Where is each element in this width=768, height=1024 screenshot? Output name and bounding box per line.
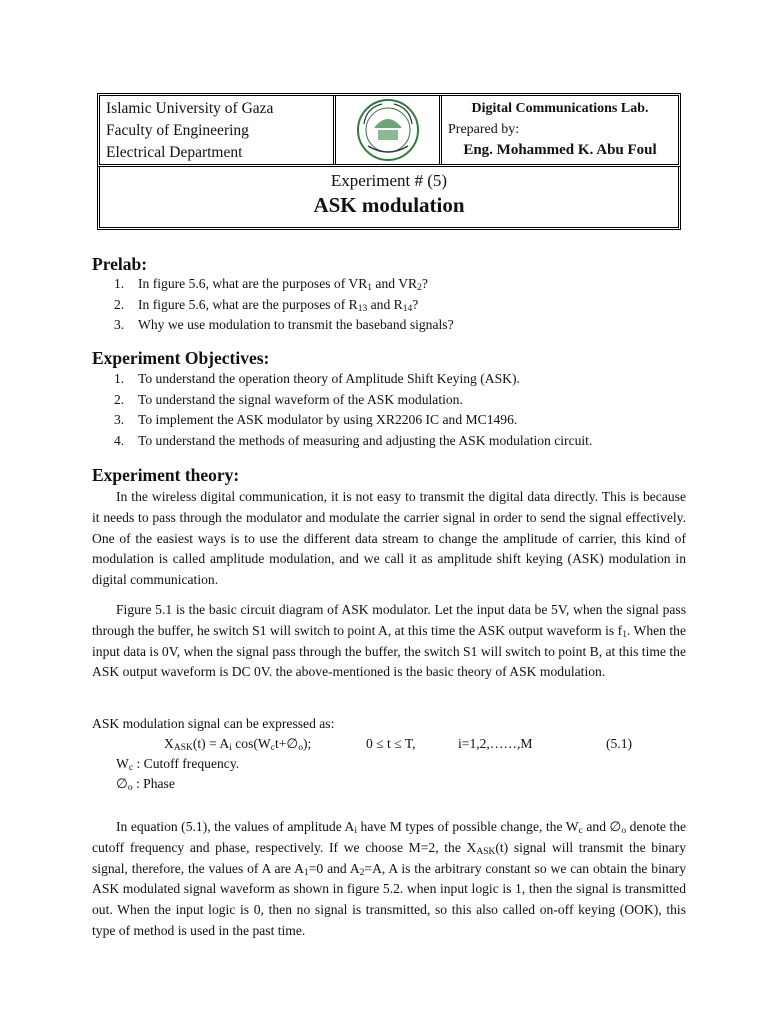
- prelab-heading: Prelab:: [92, 254, 148, 274]
- lab-cell: [442, 96, 678, 166]
- experiment-title: ASK modulation: [313, 193, 465, 217]
- theory-heading: Experiment theory:: [92, 465, 240, 485]
- list-item: 1. To understand the operation theory of Amplitude Shift Keying (ASK).: [114, 371, 520, 386]
- equation-range: 0 ≤ t ≤ T,: [366, 736, 416, 751]
- wc-definition: $W_c$ : Cutoff frequency.: [116, 756, 240, 773]
- list-item: 2. To understand the signal waveform of the ASK modulation.: [114, 391, 463, 407]
- institution-cell: [100, 96, 336, 164]
- objectives-list: [114, 369, 592, 452]
- author-name: Eng. Mohammed K. Abu Foul: [463, 142, 657, 158]
- prelab-list: [114, 274, 454, 336]
- prepared-by-label: Prepared by:: [448, 122, 520, 137]
- university-logo-icon: [356, 98, 420, 162]
- theory-paragraph-3: In equation (5.1), the values of amplitude $A_i$ have M types of possible change, the $W_c$ and $\emptyset_o$ denote the cutoff frequency and phase, respectively. If we choose M=2, the $X_{ASK}(t)$ signal will transmit the binary signal, therefore, the values of A are $A_1=0$ and $A_2=A$, A is the arbitrary constant so we can obtain the binary ASK modulated signal waveform as shown in figure 5.2. when input logic is 1, then the signal is transmitted out. When the input logic is 0, then no signal is transmitted, so this also called on-off keying (OOK), this type of method is used in the past time.: [92, 819, 687, 938]
- list-item: 1. In figure 5.6, what are the purposes of $VR_1$ and $VR_2$?: [114, 276, 428, 293]
- equation-index: i=1,2,……,M: [458, 736, 533, 751]
- list-item: 2. In figure 5.6, what are the purposes of $R_{13}$ and $R_{14}$?: [114, 296, 419, 314]
- equation-number: (5.1): [606, 736, 633, 751]
- experiment-number: Experiment # (5): [330, 171, 448, 190]
- list-item: 3. Why we use modulation to transmit the baseband signals?: [114, 317, 454, 333]
- objectives-heading: Experiment Objectives:: [92, 348, 270, 368]
- department-name: Electrical Department: [106, 144, 243, 161]
- experiment-title-box: [97, 167, 681, 230]
- list-item: 3. To implement the ASK modulator by using XR2206 IC and MC1496.: [114, 412, 518, 428]
- theory-paragraph-2: Figure 5.1 is the basic circuit diagram of ASK modulator. Let the input data be 5V, when the signal pass through the buffer, he switch S1 will switch to point A, at this time the ASK output waveform is $f_1$. When the input data is 0V, when the signal pass through the buffer, the switch S1 will switch to point B, at this time the ASK output waveform is DC 0V. the above-mentioned is the basic theory of ASK modulation.: [92, 602, 687, 680]
- header-box: [97, 93, 681, 167]
- phase-definition: $\emptyset_o$ : Phase: [116, 776, 175, 793]
- lab-name: Digital Communications Lab.: [471, 101, 649, 116]
- theory-paragraph-1: In the wireless digital communication, it is not easy to transmit the digital data directly. This is because it needs to pass through the modulator and modulate the carrier signal in order to send the signal effectively. One of the easiest ways is to use the different data stream to change the amplitude of carrier, this kind of modulation is called amplitude modulation, and we call it as amplitude shift keying (ASK) modulation in digital communication.: [92, 489, 686, 588]
- university-name: Islamic University of Gaza: [106, 100, 274, 117]
- equation-5-1: $X_{ASK}(t) = A_i$ $\cos(W_ct+\emptyset_o)$;: [164, 736, 312, 753]
- logo-cell: [336, 96, 442, 164]
- faculty-name: Faculty of Engineering: [106, 122, 249, 139]
- expression-intro: ASK modulation signal can be expressed as:: [92, 716, 335, 731]
- list-item: 4. To understand the methods of measuring and adjusting the ASK modulation circuit.: [114, 433, 593, 449]
